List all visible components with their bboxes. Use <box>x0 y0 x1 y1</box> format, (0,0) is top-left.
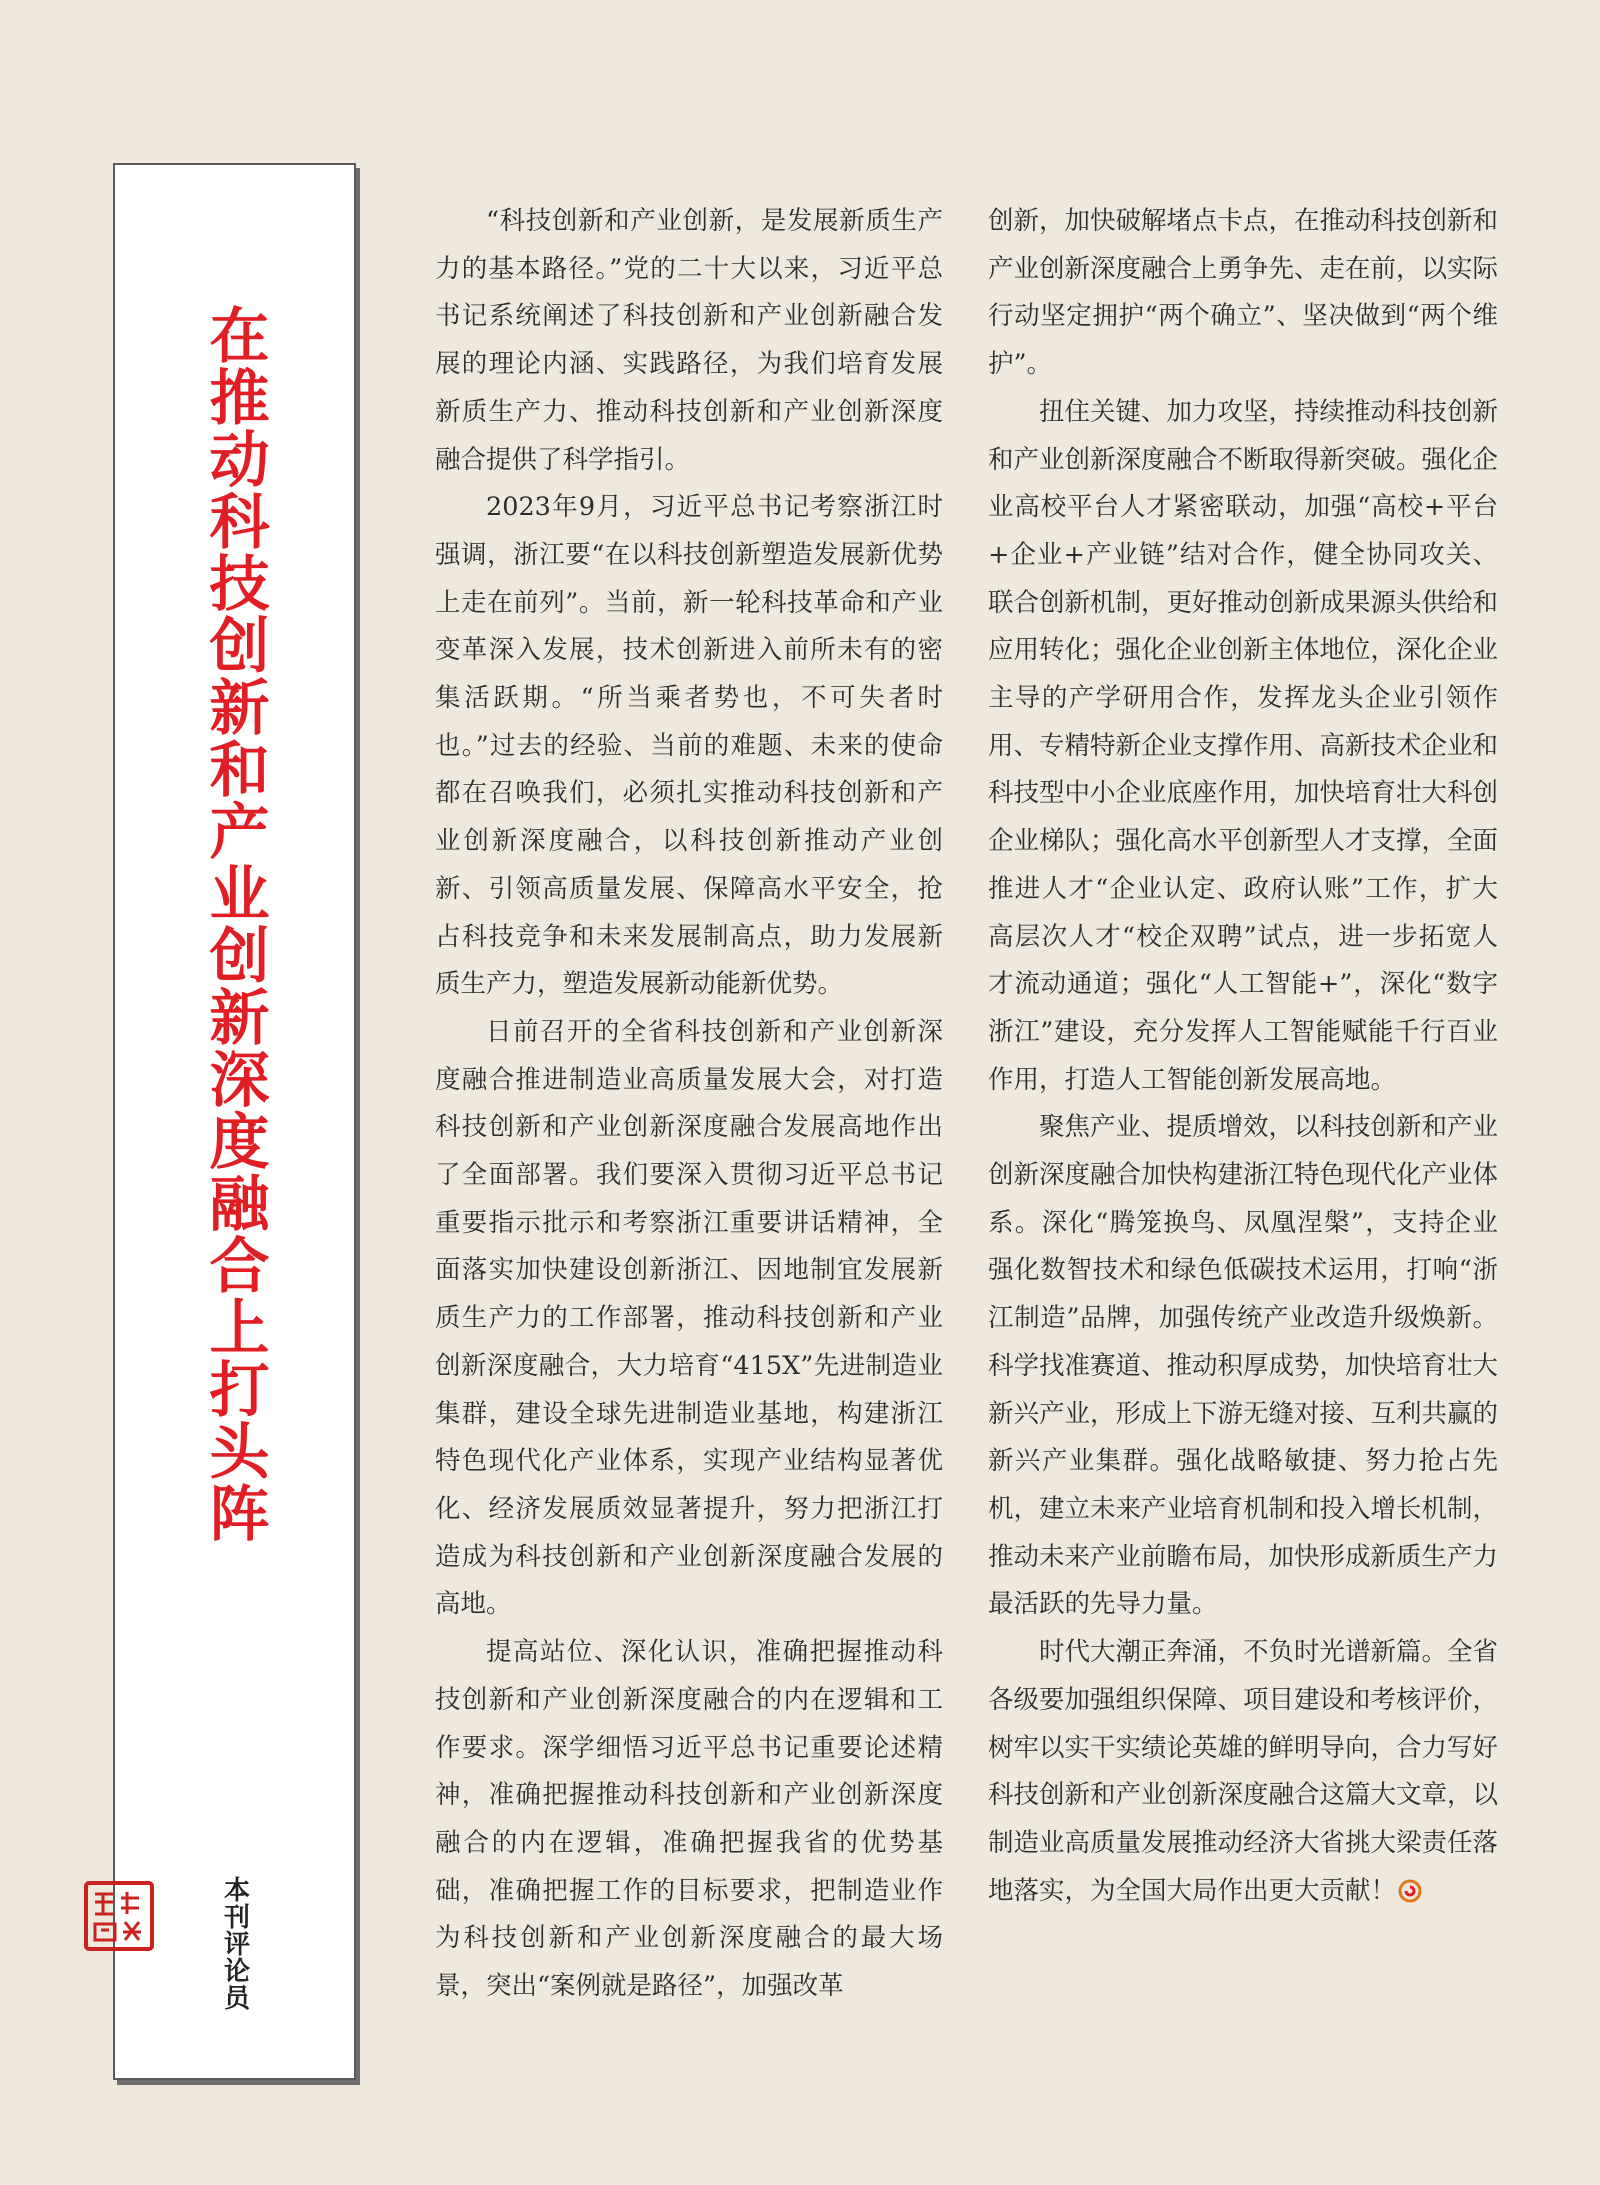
paragraph: 扭住关键、加力攻坚，持续推动科技创新和产业创新深度融合不断取得新突破。强化企业高校平台人才紧密联动，加强“高校+平台+企业+产业链”结对合作，健全协同攻关、联合创新机制，更好推动创新成果源头供给和应用转化；强化企业创新主体地位，深化企业主导的产学研用合作，发挥龙头企业引领作用、专精特新企业支撑作用、高新技术企业和科技型中小企业底座作用，加快培育壮大科创企业梯队；强化高水平创新型人才支撑，全面推进人才“企业认定、政府认账”工作，扩大高层次人才“校企双聘”试点，进一步拓宽人才流动通道；强化“人工智能+”，深化“数字浙江”建设，充分发挥人工智能赋能千行百业作用，打造人工智能创新发展高地。 <box>988 396 1499 1095</box>
body-column-right <box>988 198 1498 1915</box>
paragraph: 提高站位、深化认识，准确把握推动科技创新和产业创新深度融合的内在逻辑和工作要求。深学细悟习近平总书记重要论述精神，准确把握推动科技创新和产业创新深度融合的内在逻辑，准确把握我省的优势基础，准确把握工作的目标要求，把制造业作为科技创新和产业创新深度融合的最大场景，突出“案例就是路径”，加强改革 <box>435 1637 943 2002</box>
paragraph: 聚焦产业、提质增效，以科技创新和产业创新深度融合加快构建浙江特色现代化产业体系。深化“腾笼换鸟、凤凰涅槃”，支持企业强化数智技术和绿色低碳技术运用，打响“浙江制造”品牌，加强传统产业改造升级焕新。科学找准赛道、推动积厚成势，加快培育壮大新兴产业，形成上下游无缝对接、互利共赢的新兴产业集群。强化战略敏捷、努力抢占先机，建立未来产业培育机制和投入增长机制，推动未来产业前瞻布局，加快形成新质生产力最活跃的先导力量。 <box>988 1112 1499 1620</box>
paragraph: 日前召开的全省科技创新和产业创新深度融合推进制造业高质量发展大会，对打造科技创新和产业创新深度融合发展高地作出了全面部署。我们要深入贯彻习近平总书记重要指示批示和考察浙江重要讲话精神，全面落实加快建设创新浙江、因地制宜发展新质生产力的工作部署，推动科技创新和产业创新深度融合，大力培育“415X”先进制造业集群，建设全球先进制造业基地，构建浙江特色现代化产业体系，实现产业结构显著优化、经济发展质效显著提升，努力把浙江打造成为科技创新和产业创新深度融合发展的高地。 <box>435 1016 943 1620</box>
paragraph: 2023年9月，习近平总书记考察浙江时强调，浙江要“在以科技创新塑造发展新优势上走在前列”。当前，新一轮科技革命和产业变革深入发展，技术创新进入前所未有的密集活跃期。“所当乘者势也，不可失者时也。”过去的经验、当前的难题、未来的使命都在召唤我们，必须扎实推动科技创新和产业创新深度融合，以科技创新推动产业创新、引领高质量发展、保障高水平安全，抢占科技竞争和未来发展制高点，助力发展新质生产力，塑造发展新动能新优势。 <box>435 492 943 1000</box>
paragraph-continued: 创新，加快破解堵点卡点，在推动科技创新和产业创新深度融合上勇争先、走在前，以实际行动坚定拥护“两个确立”、坚决做到“两个维护”。 <box>988 206 1499 380</box>
title-banner <box>113 163 356 2080</box>
paragraph: “科技创新和产业创新，是发展新质生产力的基本路径。”党的二十大以来，习近平总书记系统阐述了科技创新和产业创新融合发展的理论内涵、实践路径，为我们培育发展新质生产力、推动科技创新和产业创新深度融合提供了科学指引。 <box>435 206 943 475</box>
body-column-left <box>435 198 943 2011</box>
closing-paragraph: 时代大潮正奔涌，不负时光谱新篇。全省各级要加强组织保障、项目建设和考核评价，树牢以实干实绩论英雄的鲜明导向，合力写好科技创新和产业创新深度融合这篇大文章，以制造业高质量发展推动经济大省挑大梁责任落地落实，为全国大局作出更大贡献！ <box>988 1637 1499 1906</box>
spiral-end-mark-icon <box>1398 1879 1422 1903</box>
paragraph <box>988 1629 1498 1915</box>
seal-stamp-icon <box>83 1880 155 1952</box>
byline: 本刊评论员 <box>219 1876 250 2011</box>
article-title: 在推动科技创新和产业创新深度融合上打头阵 <box>199 304 270 1544</box>
